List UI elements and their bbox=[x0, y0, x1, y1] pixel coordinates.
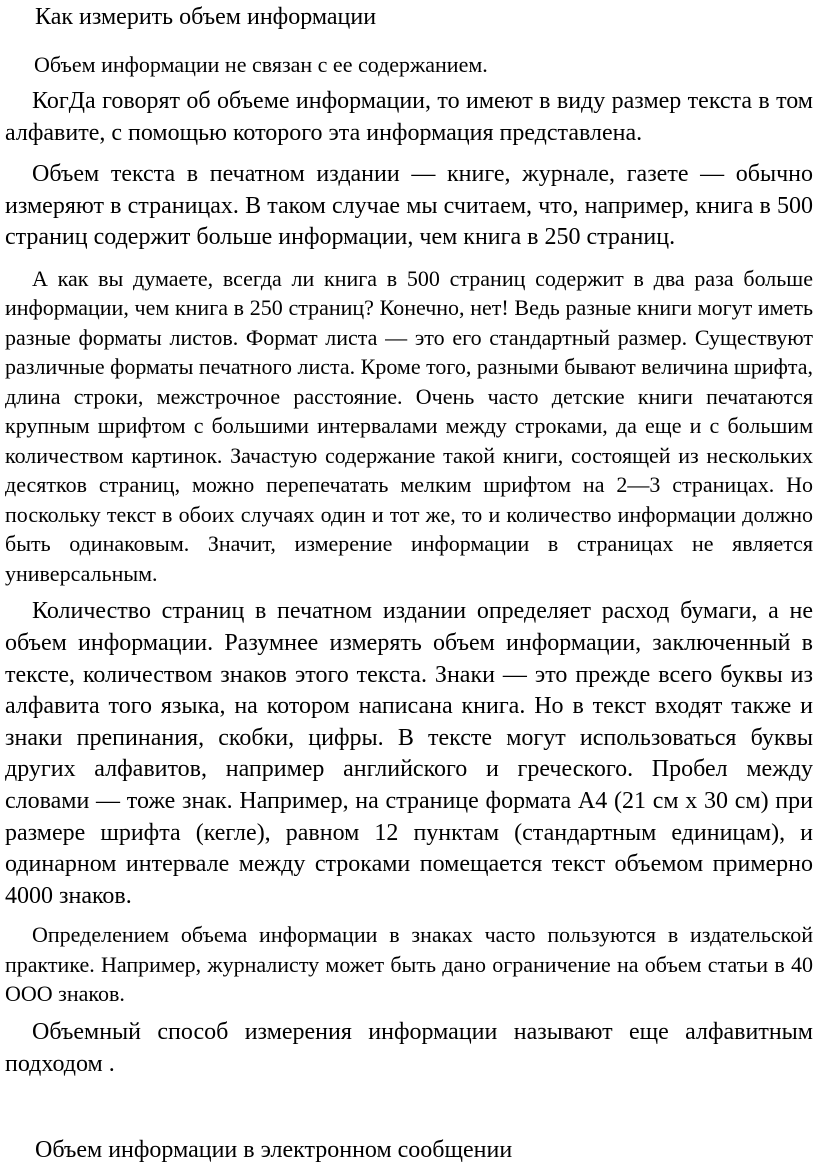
paragraph-page-formats: А как вы думаете, всегда ли книга в 500 страниц содержит в два раза больше информации, чем книга в 250 страниц? Конечно, нет! Ведь разные книги могут иметь разные форматы листов. Формат листа — это его стандартный размер. Существуют различные форматы печатного листа. Кроме того, разными бывают величина шрифта, длина строки, межстрочное расстояние. Очень часто детские книги печатаются крупным шрифтом с большими интервалами между строками, да еще и с большим количеством картинок. Зачастую содержание такой книги, состоящей из нескольких десятков страниц, можно перепечатать мелким шрифтом на 2—3 страницах. Но поскольку текст в обоих случаях один и тот же, то и количество информации должно быть одинаковым. Значит, измерение информации в страницах не является универсальным. bbox=[5, 265, 813, 586]
paragraph-size-definition: КогДа говорят об объеме информации, то имеют в виду размер текста в том алфавите, с помощью которого эта информация представлена. bbox=[5, 88, 813, 146]
document-subtitle: Объем информации не связан с ее содержанием. bbox=[34, 52, 488, 77]
paragraph-pages-measure: Объем текста в печатном издании — книге, журнале, газете — обычно измеряют в страницах. В таком случае мы считаем, что, например, книга в 500 страниц содержит больше информации, чем книга в 250 страниц. bbox=[5, 161, 813, 251]
paragraph-publishing-practice: Определением объема информации в знаках часто пользуются в издательской практике. Например, журналисту может быть дано ограничение на объем статьи в 40 ООО знаков. bbox=[5, 922, 813, 1007]
document-title: Как измерить объем информации bbox=[35, 4, 377, 30]
paragraph-alphabetic-approach: Объемный способ измерения информации называют еще алфавитным подходом . bbox=[5, 1018, 813, 1077]
paragraph-character-count: Количество страниц в печатном издании определяет расход бумаги, а не объем информации. Разумнее измерять объем информации, заключенный в тексте, количеством знаков этого текста. Знаки — это прежде всего буквы из алфавита того языка, на котором написана книга. Но в текст входят также и знаки препинания, скобки, цифры. В тексте могут использоваться буквы других алфавитов, например английского и греческого. Пробел между словами — тоже знак. Например, на странице формата А4 (21 см х 30 см) при размере шрифта (кегле), равном 12 пунктам (стандартным единицам), и одинарном интервале между строками помещается текст объемом примерно 4000 знаков. bbox=[5, 598, 813, 909]
section-heading-electronic-message: Объем информации в электронном сообщении bbox=[35, 1137, 513, 1163]
